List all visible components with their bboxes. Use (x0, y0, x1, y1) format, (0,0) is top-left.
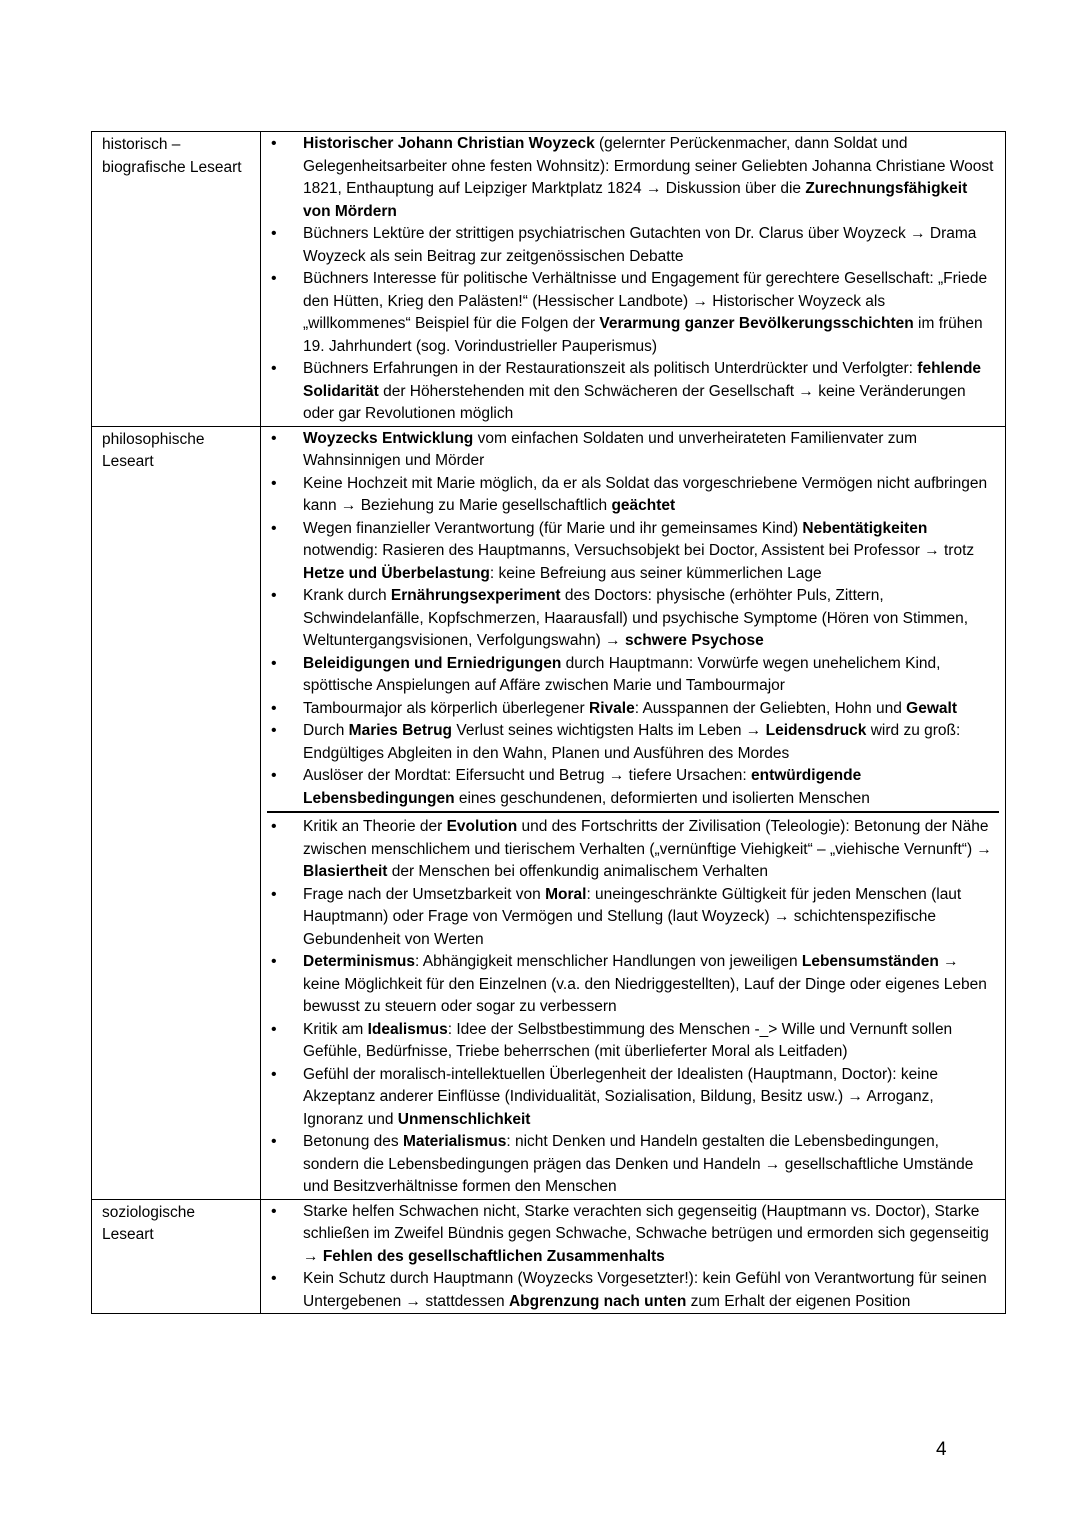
bullet-list (261, 815, 1005, 1199)
text-run: Verlust seines wichtigsten Halts im Leben → (452, 722, 766, 739)
text-run: (gelernter Perückenmacher, dann Soldat und Gelegenheitsarbeiter ohne festen Wohnsitz): Ermordung seiner Geliebten Johanna Christiane Woost 1821, Enthauptung auf Leipziger Marktplatz 1824 → Diskussion über die (303, 135, 994, 197)
text-run: zum Erhalt der eigenen Position (686, 1292, 911, 1310)
bullet-item (261, 816, 997, 884)
bullet-item (261, 518, 997, 586)
text-run: : keine Befreiung aus seiner kümmerlichen Lage (489, 564, 822, 582)
text-run: Frage nach der Umsetzbarkeit von (303, 885, 546, 903)
bold-text: Beleidigungen und Erniedrigungen (303, 654, 562, 672)
table-row (92, 1199, 1006, 1314)
bold-text: Nebentätigkeiten (802, 519, 928, 537)
bold-text: Leidensdruck (765, 722, 867, 739)
bullet-list (261, 427, 1005, 811)
text-run: der Höherstehenden mit den Schwächeren der Gesellschaft → keine Veränderungen oder gar Revolutionen möglich (303, 382, 966, 422)
bullet-item (261, 428, 997, 473)
text-run: Durch (303, 722, 349, 739)
bullet-item (261, 133, 997, 223)
bullet-item (261, 698, 997, 721)
bold-text: Idealismus (367, 1020, 448, 1038)
bullet-item (261, 358, 997, 426)
text-run: Tambourmajor als körperlich überlegener (303, 699, 590, 717)
text-run: : uneingeschränkte Gültigkeit für jeden Menschen (laut Hauptmann) oder Frage von Vermögen und Stellung (laut Woyzeck) → schichtenspezifische Gebundenheit von Werten (303, 885, 962, 948)
bold-text: Historischer Johann Christian Woyzeck (303, 135, 595, 152)
bold-text: Zurechnungsfähigkeit von Mördern (303, 180, 968, 220)
bold-text: Woyzecks Entwicklung (303, 429, 474, 447)
row-label-cell (92, 132, 261, 427)
bold-text: Maries Betrug (348, 722, 453, 739)
row-label-cell (92, 426, 261, 1199)
table-body (92, 132, 1006, 1314)
text-run: Krank durch (303, 587, 391, 604)
row-label-line: biografische Leseart (102, 158, 242, 176)
row-label-line: Leseart (102, 453, 154, 470)
bold-text: Determinismus (303, 953, 415, 970)
text-run: Auslöser der Mordtat: Eifersucht und Betrug → tiefere Ursachen: (303, 767, 751, 784)
bullet-item (261, 884, 997, 952)
bold-text: Verarmung ganzer Bevölkerungsschichten (599, 315, 914, 332)
row-label-line: historisch – (102, 136, 181, 153)
bullet-item (261, 1064, 997, 1132)
text-run: Keine Hochzeit mit Marie möglich, da er als Soldat das vorgeschriebene Vermögen nicht aufbringen kann → Beziehung zu Marie gesellschaftlich (303, 474, 988, 514)
text-run: vom einfachen Soldaten und unverheirateten Familienvater zum Wahnsinnigen und Mörder (303, 429, 917, 469)
bold-text: Evolution (446, 818, 518, 835)
bold-text: Abgrenzung nach unten (508, 1292, 687, 1310)
row-content-cell (261, 426, 1006, 1199)
bold-text: entwürdigende Lebensbedingungen (303, 767, 862, 807)
text-run: Kritik an Theorie der (303, 818, 447, 835)
page-number: 4 (936, 1439, 947, 1460)
text-run: des Doctors: physische (erhöhter Puls, Zittern, Schwindelanfälle, Kopfschmerzen, Haarausfall) und psychische Symptome (Hören von Stimmen, Weltuntergangsvisionen, Verfolgungswahn) → (303, 587, 969, 649)
bold-text: schwere Psychose (624, 632, 764, 649)
bold-text: fehlende Solidarität (303, 360, 982, 400)
bullet-list (261, 1200, 1005, 1314)
text-run: : Abhängigkeit menschlicher Handlungen von jeweiligen (414, 953, 802, 970)
text-run: Büchners Erfahrungen in der Restaurationszeit als politisch Unterdrückter und Verfolgter: (303, 360, 918, 377)
text-run: Wegen finanzieller Verantwortung (für Marie und ihr gemeinsames Kind) (303, 519, 803, 537)
text-run: Gefühl der moralisch-intellektuellen Überlegenheit der Idealisten (Hauptmann, Doctor): keine Akzeptanz anderer Einflüsse (Individualität, Sozialisation, Bildung, Besitz usw.) → Arroganz, Ignoranz und (303, 1065, 938, 1128)
table-row (92, 426, 1006, 1199)
bullet-item (261, 1019, 997, 1064)
bold-text: Hetze und Überbelastung (303, 564, 490, 582)
bold-text: geächtet (611, 497, 676, 514)
bullet-item (261, 1131, 997, 1199)
bullet-item (261, 585, 997, 653)
section-divider (267, 811, 999, 813)
row-label-cell (92, 1199, 261, 1314)
text-run: der Menschen bei offenkundig animalischem Verhalten (387, 863, 768, 880)
bold-text: Lebensumständen (801, 953, 939, 970)
text-run: und des Fortschritts der Zivilisation (Teleologie): Betonung der Nähe zwischen menschlichem und tierischem Verhalten („vernünftige Viehigkeit“ – „viehische Vernunft“) → (303, 818, 992, 858)
bullet-item (261, 720, 997, 765)
text-run: : Idee der Selbstbestimmung des Menschen -_> Wille und Vernunft sollen Gefühle, Bedürfnisse, Triebe beherrschen (mit überlieferter Moral als Leitfaden) (303, 1020, 953, 1060)
bullet-item (261, 473, 997, 518)
bold-text: Unmenschlichkeit (397, 1110, 531, 1128)
text-run: Kein Schutz durch Hauptmann (Woyzecks Vorgesetzter!): kein Gefühl von Verantwortung für seinen Untergebenen → stattdessen (303, 1270, 987, 1310)
row-content-cell (261, 132, 1006, 427)
bold-text: Ernährungsexperiment (390, 587, 561, 604)
bullet-item (261, 223, 997, 268)
text-run: im frühen 19. Jahrhundert (sog. Vorindustrieller Pauperismus) (303, 315, 983, 355)
text-run: notwendig: Rasieren des Hauptmanns, Versuchsobjekt bei Doctor, Assistent bei Professor → trotz (303, 542, 975, 559)
bold-text: Gewalt (906, 699, 957, 717)
bullet-item (261, 951, 997, 1019)
text-run: Starke helfen Schwachen nicht, Starke verachten sich gegenseitig (Hauptmann vs. Doctor), Starke schließen im Zweifel Bündnis gegen Schwache, Schwache betrügen und ermorden sich gegenseitig → (303, 1202, 989, 1265)
text-run: wird zu groß: Endgültiges Abgleiten in den Wahn, Planen und Ausführen des Mordes (303, 722, 961, 762)
bullet-item (261, 765, 997, 810)
bullet-item (261, 1201, 997, 1269)
text-run: durch Hauptmann: Vorwürfe wegen unehelichem Kind, spöttische Anspielungen auf Affäre zwischen Marie und Tambourmajor (303, 654, 941, 694)
bold-text: Moral (545, 885, 587, 903)
text-run: Betonung des (303, 1133, 403, 1150)
row-label-line: Leseart (102, 1226, 154, 1243)
table-row (92, 132, 1006, 427)
text-run: Büchners Interesse für politische Verhältnisse und Engagement für gerechtere Gesellschaft: „Friede den Hütten, Krieg den Palästen!“ (Hessischer Landbote) → Historischer Woyzeck als „willkommenes“ Beispiel für die Folgen der (303, 270, 988, 332)
row-label-line: philosophische (102, 430, 205, 448)
reading-types-table (91, 131, 1006, 1314)
row-content-cell (261, 1199, 1006, 1314)
text-run: : Ausspannen der Geliebten, Hohn und (634, 699, 907, 717)
bold-text: Rivale (589, 699, 635, 717)
row-label-line: soziologische (102, 1203, 196, 1221)
bold-text: Fehlen des gesellschaftlichen Zusammenhalts (322, 1247, 665, 1265)
text-run: → keine Möglichkeit für den Einzelnen (v.a. den Niedriggestellten), Lauf der Dinge oder eigenes Leben bewusst zu steuern oder sogar zu verbessern (303, 953, 987, 1015)
bold-text: Materialismus (402, 1133, 507, 1150)
bold-text: Blasiertheit (303, 863, 388, 880)
bullet-list (261, 132, 1005, 426)
text-run: Büchners Lektüre der strittigen psychiatrischen Gutachten von Dr. Clarus über Woyzeck → Drama Woyzeck als sein Beitrag zur zeitgenössischen Debatte (303, 225, 977, 265)
bullet-item (261, 268, 997, 358)
bullet-item (261, 1268, 997, 1313)
text-run: Kritik am (303, 1020, 368, 1038)
text-run: eines geschundenen, deformierten und isolierten Menschen (454, 789, 870, 807)
text-run: : nicht Denken und Handeln gestalten die Lebensbedingungen, sondern die Lebensbedingungen prägen das Denken und Handeln → gesellschaftliche Umstände und Besitzverhältnisse formen den Menschen (303, 1133, 974, 1195)
bullet-item (261, 653, 997, 698)
